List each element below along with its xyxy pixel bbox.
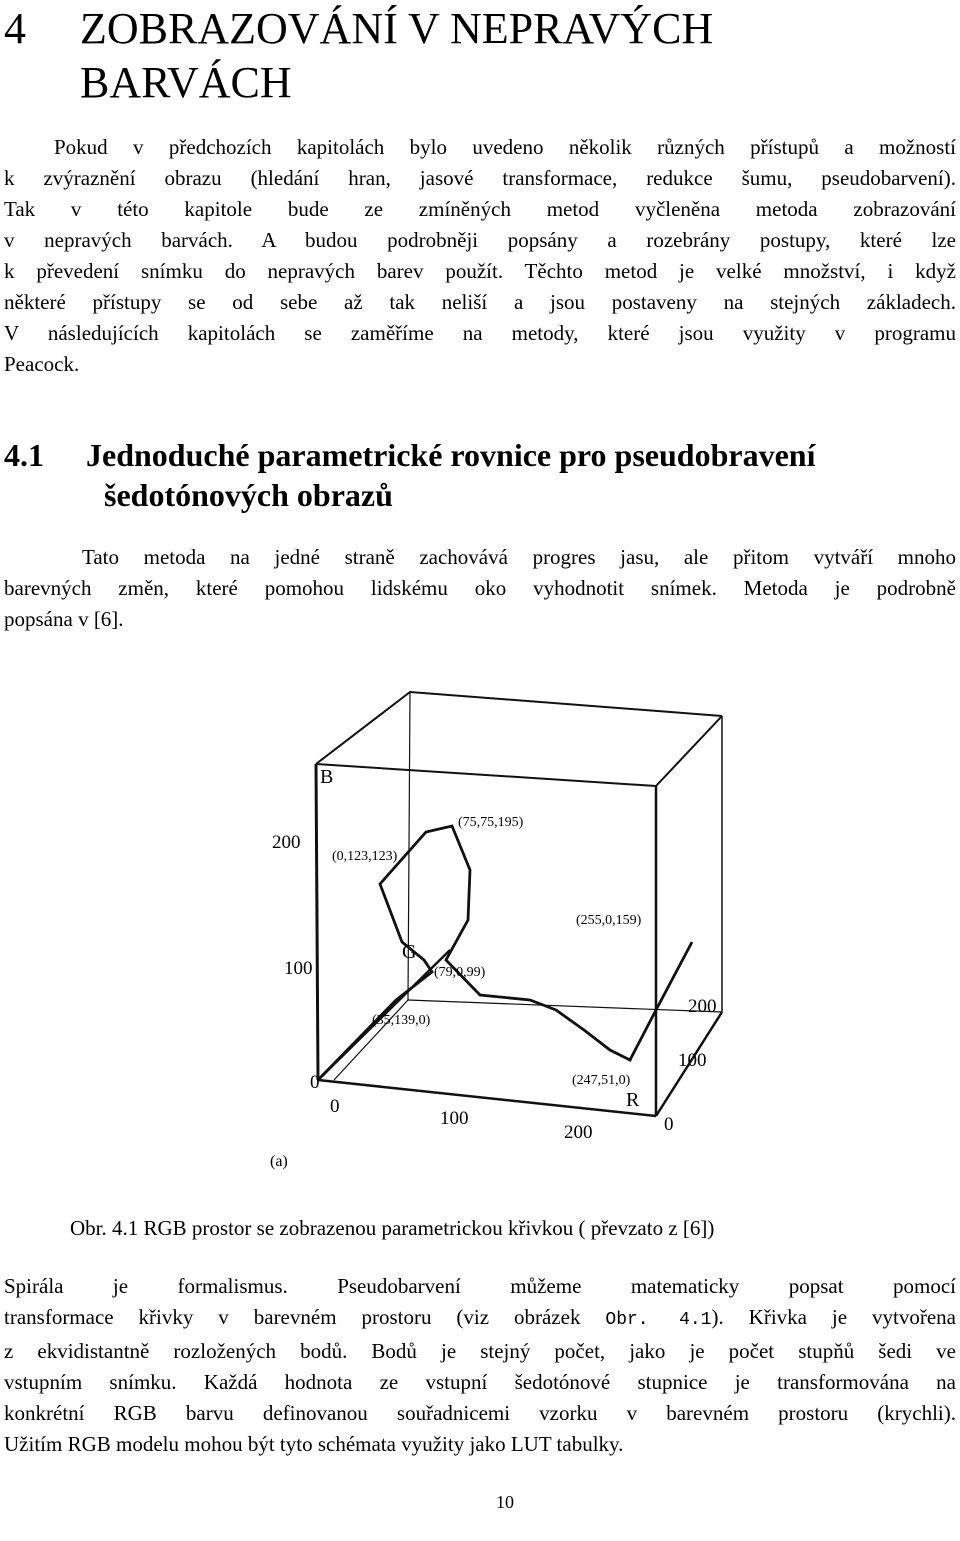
section-line: popsána v [6]. [4, 607, 124, 631]
intro-paragraph [4, 132, 956, 380]
body-line: Užitím RGB modelu mohou být tyto schémata využity jako LUT tabulky. [4, 1432, 624, 1456]
b-tick: 100 [284, 958, 313, 979]
body-text: ). Křivka je vytvořena [711, 1305, 956, 1329]
body-paragraph [4, 1271, 956, 1460]
point-label: (75,75,195) [458, 815, 524, 830]
section-title-line-1: Jednoduché parametrické rovnice pro pseudobravení [86, 437, 816, 473]
g-tick: 0 [330, 1096, 340, 1117]
point-label: (79,0,99) [434, 965, 486, 980]
axis-label-r: R [626, 1089, 640, 1111]
intro-line: V následujících kapitolách se zaměříme na metody, které jsou využity v programu [4, 321, 956, 345]
g-tick: 100 [440, 1108, 469, 1129]
body-text: transformace křivky v barevném prostoru (viz obrázek [4, 1305, 606, 1329]
axis-label-g: G [402, 941, 417, 963]
r-tick: 100 [678, 1050, 707, 1071]
intro-line: v nepravých barvách. A budou podrobněji popsány a rozebrány postupy, které lze [4, 228, 956, 252]
rgb-cube-figure [0, 680, 960, 1180]
figure-caption: Obr. 4.1 RGB prostor se zobrazenou parametrickou křivkou ( převzato z [6]) [70, 1216, 715, 1240]
section-paragraph [4, 542, 956, 635]
figure-sublabel: (a) [270, 1153, 288, 1170]
intro-line: k převedení snímku do nepravých barev použít. Těchto metod je velké množství, i když [4, 259, 956, 283]
body-line: vstupním snímku. Každá hodnota ze vstupní šedotónové stupnice je transformována na [4, 1370, 956, 1394]
body-line: z ekvidistantně rozložených bodů. Bodů je stejný počet, jako je počet stupňů šedi ve [4, 1339, 956, 1363]
r-tick: 0 [664, 1114, 674, 1135]
body-line: Spirála je formalismus. Pseudobarvení můžeme matematicky popsat pomocí [4, 1274, 956, 1298]
intro-line: k zvýraznění obrazu (hledání hran, jasové transformace, redukce šumu, pseudobarvení). [4, 166, 956, 190]
section-line: barevných změn, které pomohou lidskému oko vyhodnotit snímek. Metoda je podrobně [4, 576, 956, 600]
intro-line: Tak v této kapitole bude ze zmíněných metod vyčleněna metoda zobrazování [4, 197, 956, 221]
axis-label-b: B [320, 766, 334, 788]
body-line: konkrétní RGB barvu definovanou souřadnicemi vzorku v barevném prostoru (krychli). [4, 1401, 956, 1425]
g-tick: 200 [564, 1122, 593, 1143]
r-tick: 200 [688, 996, 717, 1017]
section-title-line-2: šedotónových obrazů [104, 477, 393, 513]
body-line-with-ref [4, 1302, 956, 1336]
point-label: (0,123,123) [332, 849, 398, 864]
chapter-number: 4 [4, 4, 26, 53]
section-number: 4.1 [4, 437, 44, 473]
point-label: (35,139,0) [372, 1013, 431, 1028]
section-line: Tato metoda na jedné straně zachovává progres jasu, ale přitom vytváří mnoho [82, 545, 956, 569]
point-label: (255,0,159) [576, 913, 642, 928]
point-label: (247,51,0) [572, 1073, 631, 1088]
figure-reference: Obr. 4.1 [605, 1310, 712, 1330]
b-tick: 200 [272, 832, 301, 853]
intro-line: Pokud v předchozích kapitolách bylo uvedeno několik různých přístupů a možností [54, 135, 956, 159]
intro-line: Peacock. [4, 352, 80, 376]
chapter-title-line-1: ZOBRAZOVÁNÍ V NEPRAVÝCH [80, 4, 714, 53]
b-tick: 0 [310, 1072, 320, 1093]
intro-line: některé přístupy se od sebe až tak neliší a jsou postaveny na stejných základech. [4, 290, 956, 314]
page-number: 10 [496, 1492, 514, 1512]
chapter-title-line-2: BARVÁCH [80, 58, 292, 107]
